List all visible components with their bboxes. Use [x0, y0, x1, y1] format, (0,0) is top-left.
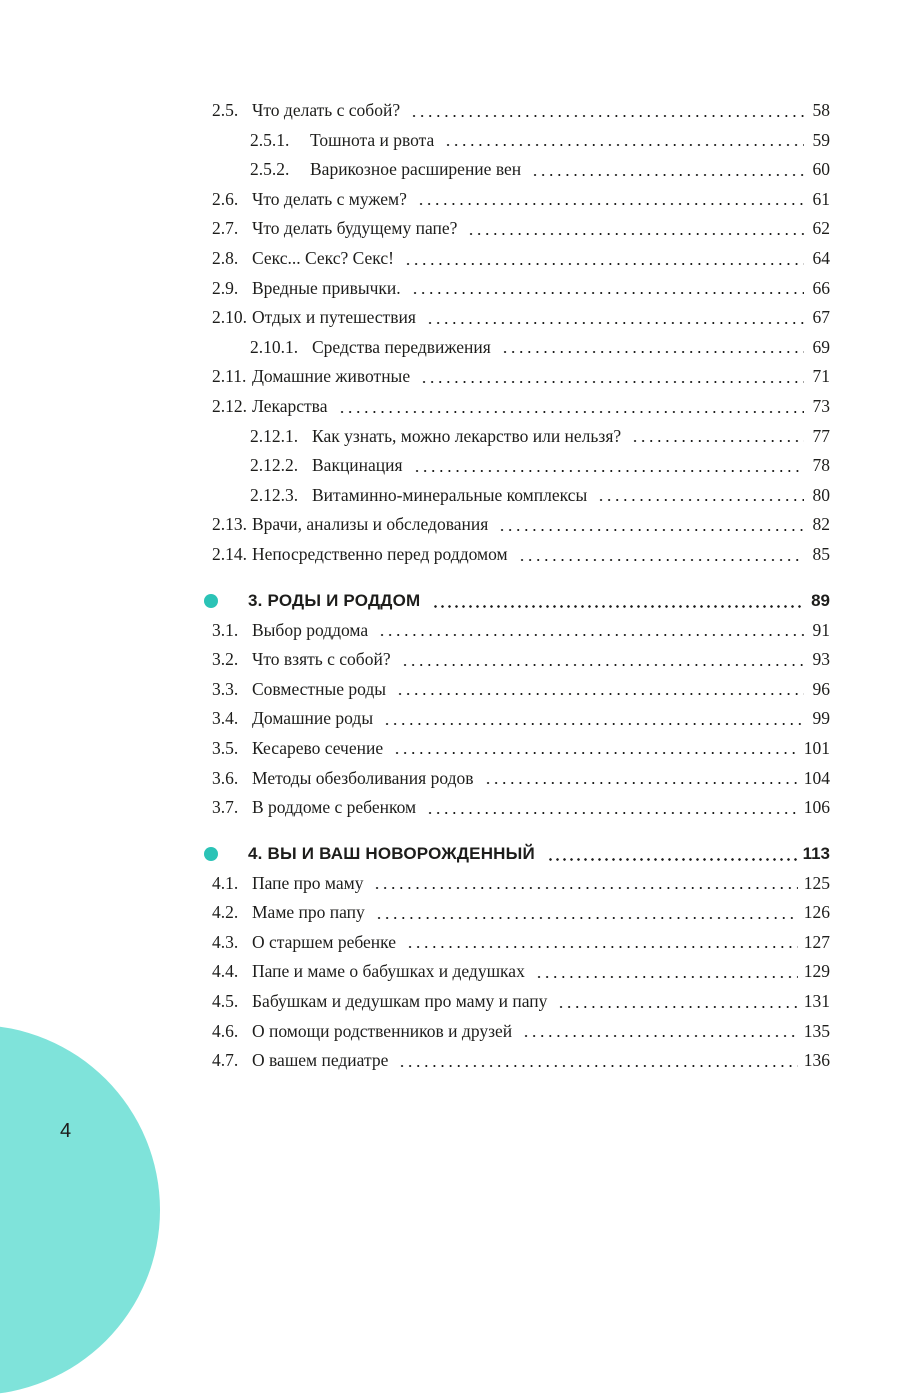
toc-entry-page: 78 [812, 455, 830, 476]
toc-entry-page: 73 [812, 395, 830, 416]
dot-leader [432, 605, 805, 608]
toc-entry-number: 3.2. [212, 649, 239, 670]
toc-entry-title: Что взять с собой? [252, 649, 391, 670]
toc-entry-title: Методы обезболивания родов [252, 767, 474, 788]
dot-leader [631, 440, 804, 442]
toc-entry-title: Непосредственно перед роддомом [252, 543, 508, 564]
toc-entry[interactable] [212, 392, 830, 422]
toc-entry-number: 2.5.2. [250, 159, 290, 180]
toc-entry[interactable] [212, 957, 830, 987]
toc-entry-number: 4.2. [212, 902, 239, 923]
toc-entry-title: Как узнать, можно лекарство или нельзя? [312, 425, 622, 446]
toc-entry-number: 4.4. [212, 961, 239, 982]
chapter-title: 4. ВЫ И ВАШ НОВОРОЖДЕННЫЙ [248, 843, 535, 863]
toc-entry-number: 3.3. [212, 678, 239, 699]
toc-entry[interactable] [212, 869, 830, 899]
toc-entry-title: Витаминно-минеральные комплексы [312, 484, 588, 505]
toc-entry-page: 58 [812, 100, 830, 121]
toc-entry[interactable] [212, 214, 830, 244]
toc-entry-number: 2.6. [212, 188, 239, 209]
toc-entry-title: Маме про папу [252, 902, 365, 923]
toc-entry-number: 2.7. [212, 218, 239, 239]
toc-entry-number: 2.5.1. [250, 129, 290, 150]
chapter-page: 113 [802, 843, 830, 863]
toc-entry-number: 3.4. [212, 708, 239, 729]
toc-entry-page: 69 [812, 336, 830, 357]
toc-entry-number: 4.5. [212, 991, 239, 1012]
toc-entry[interactable] [212, 333, 830, 363]
toc-entry-number: 3.6. [212, 767, 239, 788]
toc-section-2 [212, 96, 830, 570]
toc-entry-page: 66 [812, 277, 830, 298]
toc-entry-page: 131 [803, 991, 830, 1012]
dot-leader [373, 887, 797, 889]
dot-leader [417, 203, 804, 205]
dot-leader [535, 976, 798, 978]
toc-entry-title: Лекарства [252, 395, 328, 416]
toc-entry-title: Тошнота и рвота [310, 129, 435, 150]
dot-leader [467, 233, 804, 235]
toc-entry[interactable] [212, 540, 830, 570]
toc-entry[interactable] [212, 155, 830, 185]
toc-entry[interactable] [212, 303, 830, 333]
toc-entry-number: 2.12. [212, 395, 247, 416]
toc-entry-number: 4.1. [212, 872, 239, 893]
toc-entry-number: 2.9. [212, 277, 239, 298]
toc-entry-number: 3.1. [212, 619, 239, 640]
dot-leader [378, 634, 804, 636]
toc-entry-page: 85 [812, 543, 830, 564]
toc-entry-page: 106 [803, 797, 830, 818]
toc-entry-title: В роддоме с ребенком [252, 797, 417, 818]
toc-entry-page: 77 [812, 425, 830, 446]
toc-entry[interactable] [212, 987, 830, 1017]
dot-leader [411, 292, 804, 294]
chapter-page: 89 [811, 590, 830, 610]
dot-leader [338, 411, 805, 413]
chapter-heading-4[interactable] [212, 839, 830, 869]
toc-entry-title: Папе про маму [252, 872, 364, 893]
dot-leader [547, 858, 797, 861]
toc-entry[interactable] [212, 928, 830, 958]
dot-leader [597, 499, 804, 501]
toc-entry-title: Что делать с собой? [252, 100, 401, 121]
toc-entry-page: 135 [803, 1020, 830, 1041]
toc-entry-page: 91 [812, 619, 830, 640]
toc-entry[interactable] [212, 763, 830, 793]
dot-leader [406, 946, 798, 948]
toc-entry[interactable] [212, 274, 830, 304]
dot-leader [401, 664, 804, 666]
toc-entry-page: 71 [812, 366, 830, 387]
toc-entry[interactable] [212, 510, 830, 540]
toc-entry-number: 2.10. [212, 307, 247, 328]
toc-entry[interactable] [212, 96, 830, 126]
toc-entry[interactable] [212, 481, 830, 511]
toc-entry-title: Вредные привычки. [252, 277, 401, 298]
toc-entry-page: 104 [803, 767, 830, 788]
toc-entry-number: 2.5. [212, 100, 239, 121]
toc-entry-title: Выбор роддома [252, 619, 369, 640]
corner-decoration [0, 1025, 160, 1395]
dot-leader [375, 917, 798, 919]
toc-entry-page: 60 [812, 159, 830, 180]
dot-leader [518, 559, 804, 561]
toc-entry-page: 61 [812, 188, 830, 209]
toc-entry-number: 2.8. [212, 248, 239, 269]
toc-entry[interactable] [212, 451, 830, 481]
toc-entry-page: 67 [812, 307, 830, 328]
toc-entry-title: Кесарево сечение [252, 737, 384, 758]
toc-entry-page: 136 [803, 1050, 830, 1071]
toc-entry[interactable] [212, 1017, 830, 1047]
chapter-heading-3[interactable] [212, 586, 830, 616]
toc-entry-title: Средства передвижения [312, 336, 491, 357]
toc-entry-number: 4.3. [212, 931, 239, 952]
toc-entry-title: Что делать будущему папе? [252, 218, 458, 239]
toc-entry-page: 62 [812, 218, 830, 239]
dot-leader [404, 263, 804, 265]
toc-entry-title: О старшем ребенке [252, 931, 397, 952]
toc-entry-title: Домашние роды [252, 708, 374, 729]
toc-entry[interactable] [212, 422, 830, 452]
toc-entry[interactable] [212, 898, 830, 928]
toc-entry-number: 2.13. [212, 514, 247, 535]
dot-leader [426, 812, 798, 814]
toc-entry[interactable] [212, 675, 830, 705]
toc-entry-title: Бабушкам и дедушкам про маму и папу [252, 991, 548, 1012]
chapter-bullet-icon [204, 594, 218, 608]
toc-entry[interactable] [212, 704, 830, 734]
toc-entry-title: О помощи родственников и друзей [252, 1020, 513, 1041]
dot-leader [426, 322, 804, 324]
dot-leader [413, 470, 804, 472]
toc-entry-title: О вашем педиатре [252, 1050, 389, 1071]
dot-leader [484, 782, 798, 784]
toc-entry[interactable] [212, 185, 830, 215]
toc-entry-title: Что делать с мужем? [252, 188, 407, 209]
page-number: 4 [60, 1120, 72, 1142]
toc-entry[interactable] [212, 734, 830, 764]
toc-entry-page: 82 [812, 514, 830, 535]
toc-entry-title: Врачи, анализы и обследования [252, 514, 489, 535]
dot-leader [498, 529, 804, 531]
dot-leader [383, 723, 804, 725]
toc-section-3 [212, 616, 830, 823]
toc-section-4 [212, 869, 830, 1076]
dot-leader [420, 381, 804, 383]
toc-entry-page: 59 [812, 129, 830, 150]
toc-entry[interactable] [212, 362, 830, 392]
toc-entry-title: Отдых и путешествия [252, 307, 416, 328]
toc-entry-page: 101 [803, 737, 830, 758]
toc-entry-title: Вакцинация [312, 455, 403, 476]
toc-entry-title: Совместные роды [252, 678, 387, 699]
dot-leader [531, 174, 804, 176]
toc-entry-page: 127 [803, 931, 830, 952]
toc-entry-number: 2.12.2. [250, 455, 299, 476]
toc-entry-number: 2.14. [212, 543, 247, 564]
dot-leader [501, 351, 804, 353]
chapter-bullet-icon [204, 847, 218, 861]
toc-entry-number: 2.12.1. [250, 425, 299, 446]
toc-entry-number: 4.7. [212, 1050, 239, 1071]
toc-entry-number: 4.6. [212, 1020, 239, 1041]
toc-entry-number: 2.10.1. [250, 336, 299, 357]
toc-entry-title: Секс... Секс? Секс! [252, 248, 394, 269]
toc-entry[interactable] [212, 1046, 830, 1076]
toc-entry-page: 64 [812, 248, 830, 269]
toc-entry-title: Варикозное расширение вен [310, 159, 522, 180]
toc-entry[interactable] [212, 126, 830, 156]
toc-entry[interactable] [212, 244, 830, 274]
toc-entry-page: 99 [812, 708, 830, 729]
dot-leader [557, 1006, 797, 1008]
toc-entry-title: Папе и маме о бабушках и дедушках [252, 961, 525, 982]
toc-entry-page: 96 [812, 678, 830, 699]
dot-leader [393, 752, 798, 754]
table-of-contents [212, 96, 830, 1076]
toc-entry-page: 80 [812, 484, 830, 505]
dot-leader [444, 144, 804, 146]
toc-entry-number: 3.5. [212, 737, 239, 758]
toc-entry-number: 2.12.3. [250, 484, 299, 505]
toc-entry-page: 126 [803, 902, 830, 923]
toc-entry-number: 2.11. [212, 366, 247, 387]
toc-entry-number: 3.7. [212, 797, 239, 818]
dot-leader [398, 1065, 797, 1067]
toc-entry-page: 125 [803, 872, 830, 893]
dot-leader [396, 693, 804, 695]
chapter-title: 3. РОДЫ И РОДДОМ [248, 590, 421, 610]
toc-entry[interactable] [212, 616, 830, 646]
toc-entry-page: 129 [803, 961, 830, 982]
toc-entry-title: Домашние животные [252, 366, 411, 387]
toc-entry-page: 93 [812, 649, 830, 670]
toc-entry[interactable] [212, 793, 830, 823]
dot-leader [410, 115, 804, 117]
toc-entry[interactable] [212, 645, 830, 675]
dot-leader [522, 1035, 798, 1037]
